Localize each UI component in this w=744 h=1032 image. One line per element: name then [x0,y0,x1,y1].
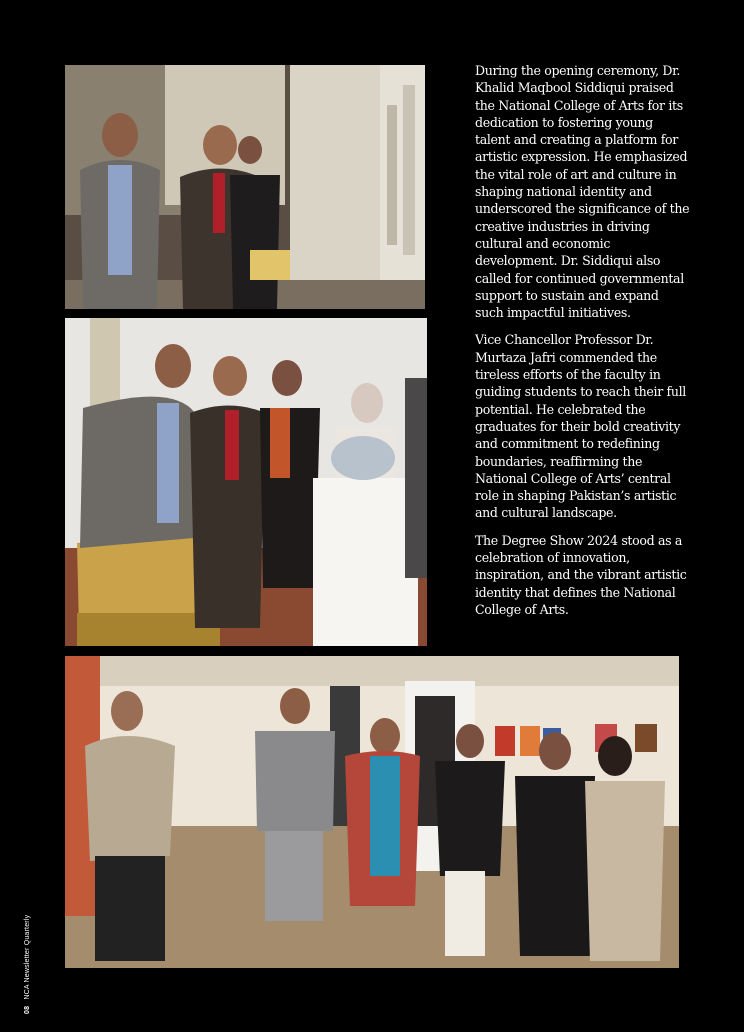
article-paragraph-1: During the opening ceremony, Dr. Khalid Maqbool Siddiqui praised the National College of Arts for its dedication to fostering young talent and creating a platform for artistic expression. He emphasized the vital role of art and culture in shaping national identity and underscored the significance of the creative industries in driving cultural and economic development. Dr. Siddiqui also called for continued governmental support to sustain and expand such impactful initiatives. [475,63,690,321]
page-number: 08 [24,1005,31,1014]
photo-sculpture-viewing [65,318,427,646]
photo-exhibition-group [65,656,679,968]
photo-opening-walkthrough [65,65,425,309]
page-footer [24,915,31,1014]
article-body [475,62,690,628]
article-paragraph-2: Vice Chancellor Professor Dr. Murtaza Jafri commended the tireless efforts of the faculty in guiding students to reach their full potential. He celebrated the graduates for their bold creativity and commitment to redefining boundaries, reaffirming the National College of Arts’ central role in shaping Pakistan’s artistic and cultural landscape. [475,332,686,521]
publication-name: NCA Newsletter Quarterly [24,914,31,1000]
article-paragraph-3: The Degree Show 2024 stood as a celebration of innovation, inspiration, and the vibrant artistic identity that defines the National College of Arts. [475,532,687,617]
